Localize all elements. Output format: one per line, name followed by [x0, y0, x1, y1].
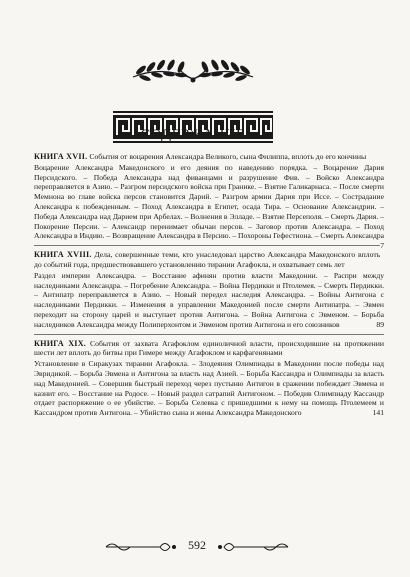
entry-summary — [34, 359, 384, 418]
book-title: События от захвата Агафоклом единоличной власти, происходившие на протяжении шести лет вплоть до битвы при Гимере между Агафоклом и карфагенянами — [34, 338, 385, 358]
entry-heading — [34, 250, 384, 270]
section-divider — [34, 245, 380, 246]
entry-heading — [34, 152, 384, 162]
contents-entry — [34, 250, 384, 329]
contents-list — [34, 152, 384, 418]
entry-page-number: 89 — [376, 319, 384, 329]
entry-summary — [34, 162, 385, 251]
entry-summary — [34, 271, 384, 330]
entry-page-number: 7 — [380, 241, 384, 251]
entry-page-number: 141 — [372, 408, 384, 418]
contents-entry — [34, 152, 385, 251]
page-title: СОДЕРЖАНИЕ — [140, 127, 246, 143]
page-footer — [102, 534, 292, 560]
laurel-wreath-icon — [113, 45, 273, 85]
entry-summary-text: Установление в Сиракузах тирании Агафокла. – Злодеяния Олимпиады в Македонии после победы над Эвридикой. – Борьба Эвмена и Антигона за власть над Азией. – Борьба Кассандра и Олимпиады за власть над Македонией. – Совершив быстрый переход через пустыню Антигон в сражении побеждает Эвмена и казнит его. – Восстание на Родосе. – Новый раздел сатрапий Антигоном. – Победив Олимпиаду Кассандр отдает распоряжение о ее убийстве. – Борьба Селевка с пришедшими к нему на помощь Птолемеем и Кассандром против Антигона. – Убийство сына и жены Александра Македонского — [34, 359, 384, 418]
entry-summary-text: Раздел империи Александра. – Восстание афинян против власти Македонии. – Распри между наследниками Александра. – Погребение Александра. – Война Пердикки и Птолемея. – Смерть Пердикки. – Антипатр переправляется в Азию. – Новый передел наследия Александра. – Войны Антигона с наследниками Пердикки. – Изменения в управлении Македонией после смерти Антипатра. – Эвмен переходит на сторону царей и выступает против Антигона. – Война Антигона с Эвменом. – Борьба наследников Александра между Полиперхонтом и Эвменом против Антигона и его союзников — [34, 270, 384, 329]
entry-heading — [34, 339, 384, 359]
book-title: События от воцарения Александра Великого, сына Филиппа, вплоть до его кончины — [89, 152, 367, 161]
entry-summary-text: Воцарение Александра Македонского и его деяния по наведению порядка. – Воцарение Дария Персидского. – Победа Александра над фиванцами и разрушение Фив. – Войско Александра переправляется в Азию. – Разгром персидского войска при Гранике. – Взятие Галикарнаса. – После смерти Мемнона во главе войска персов становится Дарий. – Разгром армии Дария при Иссе. – Сострадание Александра к побежденным. – Поход Александра в Египет, осада Тира. – Основание Александрии. – Победа Александра над Дарием при Арбелах. – Волнения в Элладе. – Взятие Персеполя. – Смерть Дария. – Покорение Персии. – Александр перенимает обычаи персов. – Заговор против Александра. – Поход Александра в Индию. – Возвращение Александра в Персию. – Похороны Гефестиона. – Смерть Александра — [34, 162, 385, 241]
book-number: КНИГА XVII. — [34, 152, 88, 161]
header-ornament — [113, 45, 273, 115]
section-divider — [34, 334, 384, 335]
page-number: 592 — [188, 538, 206, 552]
contents-entry — [34, 339, 384, 418]
book-number: КНИГА XVIII. — [34, 250, 92, 260]
book-title: Дела, совершенные теми, кто унаследовал царство Александра Македонского вплоть до событий года, предшествовавшего установлению тирании Агафокла, и охватывает семь лет — [34, 250, 381, 269]
book-number: КНИГА XIX. — [34, 338, 87, 348]
